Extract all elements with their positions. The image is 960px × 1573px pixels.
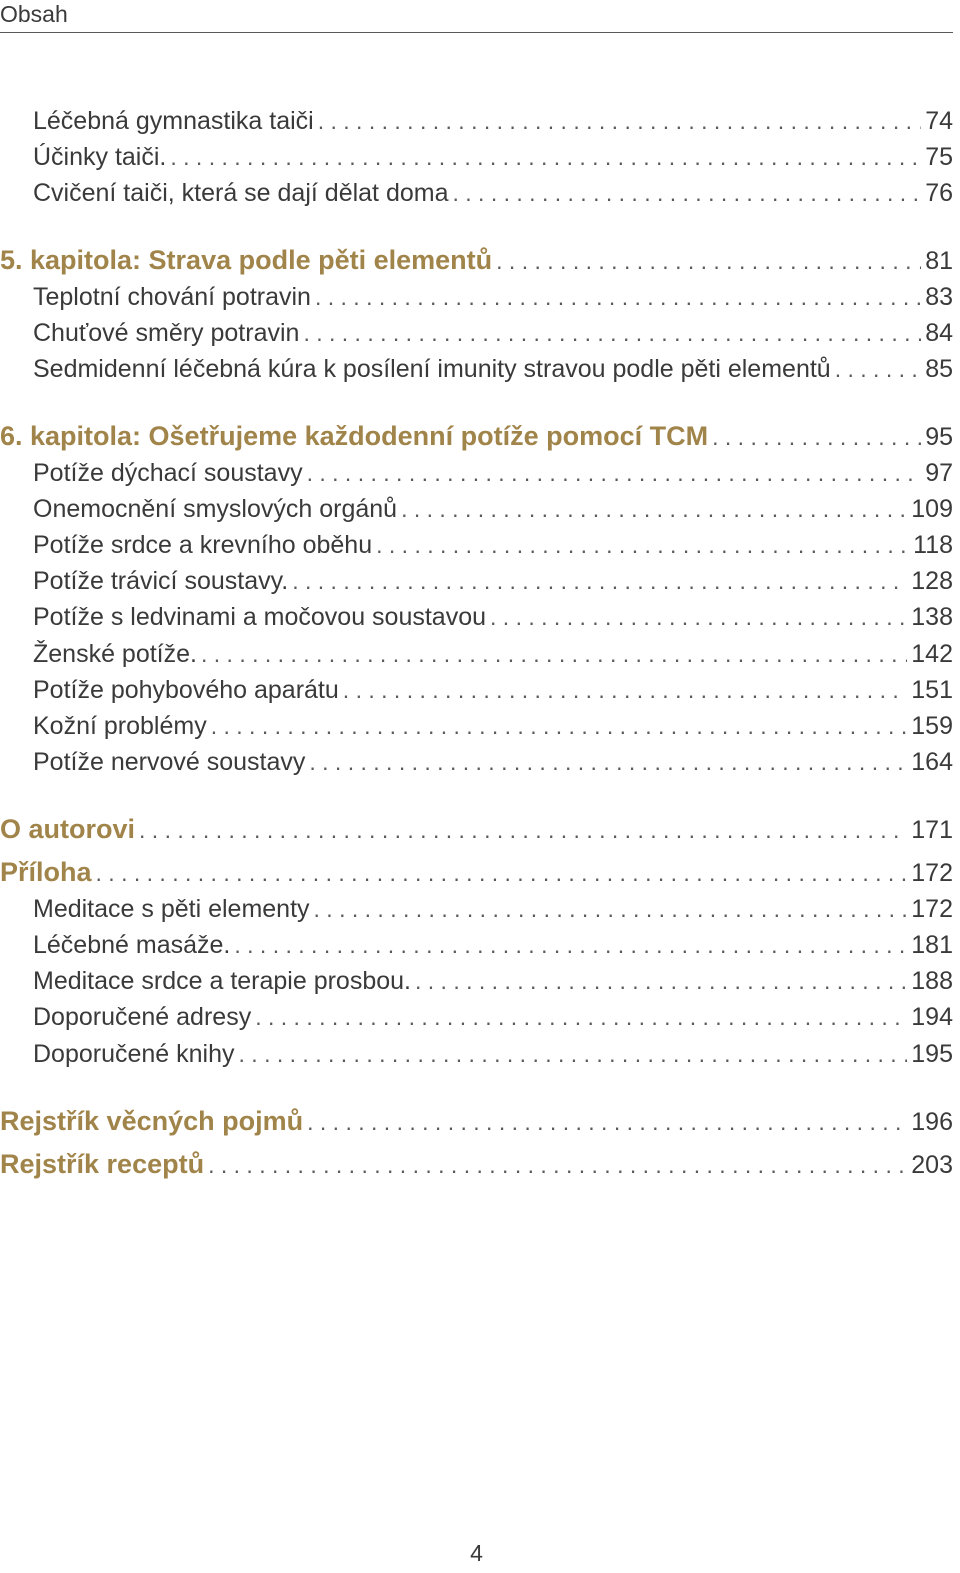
toc-entry-page: 164 (911, 748, 953, 776)
toc-entry-page: 74 (925, 107, 953, 135)
toc-entry-title: Sedmidenní léčebná kúra k posílení imunity stravou podle pěti elementů (33, 355, 831, 383)
toc-entry[interactable] (0, 1037, 953, 1071)
toc-chapter-page: 203 (911, 1151, 953, 1179)
toc-entry-page: 159 (911, 712, 953, 740)
toc-chapter[interactable] (0, 811, 953, 848)
dot-leader (401, 492, 907, 526)
running-head: Obsah (0, 1, 68, 27)
toc-entry-title: Meditace s pěti elementy (33, 895, 310, 923)
toc-entry-title: Účinky taiči. (33, 143, 167, 171)
toc-chapter-title: Rejstřík receptů (0, 1149, 205, 1179)
toc-entry-title: Chuťové směry potravin (33, 319, 300, 347)
dot-leader (343, 673, 907, 707)
toc-entry-page: 172 (911, 895, 953, 923)
dot-leader (415, 964, 907, 998)
toc-entry[interactable] (0, 104, 953, 138)
toc-entry-title: Potíže s ledvinami a močovou soustavou (33, 603, 487, 631)
toc-entry-title: Potíže trávicí soustavy. (33, 567, 289, 595)
toc-entry-title: Ženské potíže. (33, 640, 197, 668)
dot-leader (315, 280, 921, 314)
toc-entry-title: Onemocnění smyslových orgánů (33, 495, 398, 523)
toc-entry[interactable] (0, 928, 953, 962)
toc-entry[interactable] (0, 528, 953, 562)
toc-entry-title: Potíže dýchací soustavy (33, 459, 303, 487)
toc-chapter[interactable] (0, 1146, 953, 1183)
toc-entry[interactable] (0, 456, 953, 490)
toc-entry-title: Meditace srdce a terapie prosbou. (33, 967, 411, 995)
toc-entry-title: Potíže pohybového aparátu (33, 676, 339, 704)
dot-leader (712, 419, 921, 455)
dot-leader (307, 456, 922, 490)
toc-entry-page: 84 (925, 319, 953, 347)
toc-entry[interactable] (0, 964, 953, 998)
toc-entry[interactable] (0, 892, 953, 926)
toc-chapter-page: 81 (925, 247, 953, 275)
page-number: 4 (470, 1540, 483, 1566)
dot-leader (211, 709, 908, 743)
toc-entry[interactable] (0, 352, 953, 386)
toc-entry-page: 83 (925, 283, 953, 311)
toc-entry-page: 75 (925, 143, 953, 171)
toc-entry-page: 128 (911, 567, 953, 595)
toc-entry-page: 138 (911, 603, 953, 631)
header-rule (0, 32, 953, 33)
toc-entry-title: Léčebná gymnastika taiči (33, 107, 314, 135)
toc-entry[interactable] (0, 1000, 953, 1034)
toc-entry[interactable] (0, 280, 953, 314)
dot-leader (139, 812, 907, 848)
toc-entry-title: Teplotní chování potravin (33, 283, 311, 311)
toc-chapter-title: Příloha (0, 857, 92, 887)
toc-entry-page: 109 (911, 495, 953, 523)
dot-leader (255, 1000, 907, 1034)
toc-entry-title: Doporučené adresy (33, 1003, 252, 1031)
dot-leader (452, 176, 921, 210)
dot-leader (234, 928, 907, 962)
dot-leader (496, 243, 921, 279)
toc-chapter-page: 172 (911, 859, 953, 887)
toc-entry-page: 85 (925, 355, 953, 383)
toc-entry-page: 194 (911, 1003, 953, 1031)
toc-entry-page: 76 (925, 179, 953, 207)
dot-leader (318, 104, 921, 138)
toc-entry-page: 181 (911, 931, 953, 959)
toc-entry-title: Cvičení taiči, která se dají dělat doma (33, 179, 449, 207)
toc-entry-page: 118 (913, 531, 953, 559)
toc-entry[interactable] (0, 492, 953, 526)
dot-leader (170, 140, 921, 174)
toc-entry[interactable] (0, 140, 953, 174)
dot-leader (292, 564, 907, 598)
toc-entry[interactable] (0, 637, 953, 671)
toc-chapter-page: 196 (911, 1108, 953, 1136)
dot-leader (835, 352, 921, 386)
toc-entry[interactable] (0, 176, 953, 210)
toc-entry-page: 188 (911, 967, 953, 995)
toc-chapter-title: 6. kapitola: Ošetřujeme každodenní potíže pomocí TCM (0, 421, 709, 451)
dot-leader (239, 1037, 908, 1071)
toc-entry-title: Léčebné masáže. (33, 931, 231, 959)
toc-entry-page: 142 (911, 640, 953, 668)
dot-leader (307, 1104, 907, 1140)
toc-chapter-page: 171 (911, 816, 953, 844)
toc-entry-title: Doporučené knihy (33, 1040, 235, 1068)
dot-leader (314, 892, 908, 926)
toc-entry[interactable] (0, 564, 953, 598)
toc-chapter[interactable] (0, 242, 953, 279)
toc-entry[interactable] (0, 709, 953, 743)
dot-leader (96, 855, 908, 891)
toc-entry[interactable] (0, 316, 953, 350)
dot-leader (201, 637, 907, 671)
dot-leader (303, 316, 921, 350)
toc-chapter-page: 95 (925, 423, 953, 451)
toc-entry[interactable] (0, 600, 953, 634)
toc-entry-title: Potíže nervové soustavy (33, 748, 306, 776)
toc-chapter-title: 5. kapitola: Strava podle pěti elementů (0, 245, 493, 275)
toc-entry-page: 151 (911, 676, 953, 704)
toc-chapter-title: O autorovi (0, 814, 136, 844)
toc-entry[interactable] (0, 745, 953, 779)
dot-leader (208, 1147, 907, 1183)
dot-leader (376, 528, 909, 562)
toc-entry-page: 195 (911, 1040, 953, 1068)
toc-entry-title: Potíže srdce a krevního oběhu (33, 531, 373, 559)
toc-chapter[interactable] (0, 1103, 953, 1140)
dot-leader (309, 745, 907, 779)
toc-entry[interactable] (0, 673, 953, 707)
toc-entry-page: 97 (925, 459, 953, 487)
toc-chapter[interactable] (0, 854, 953, 891)
toc-chapter-title: Rejstřík věcných pojmů (0, 1106, 304, 1136)
dot-leader (490, 600, 907, 634)
toc-chapter[interactable] (0, 418, 953, 455)
toc-entry-title: Kožní problémy (33, 712, 207, 740)
